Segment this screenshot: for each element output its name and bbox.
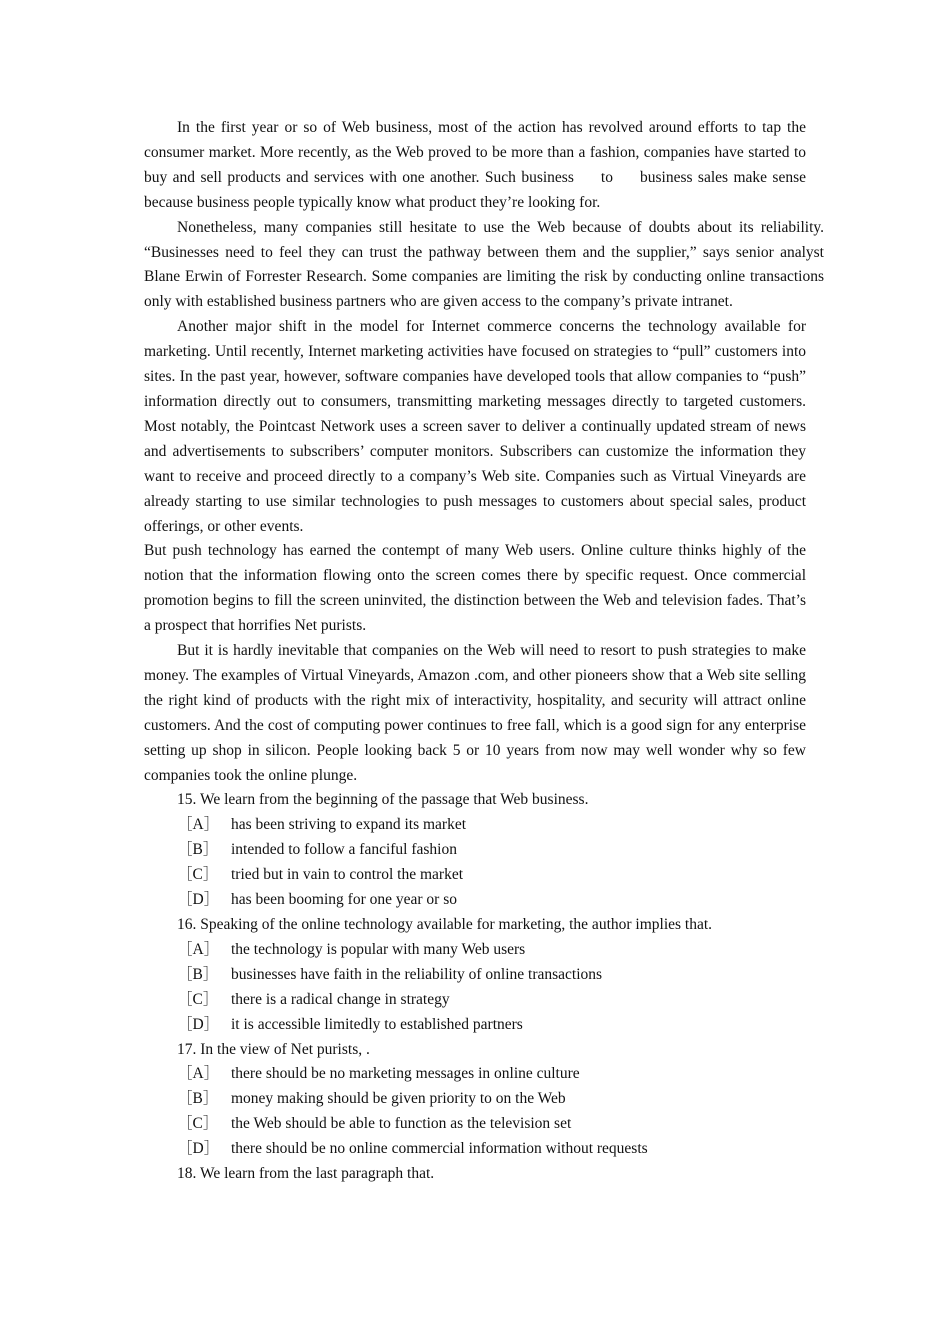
question-list	[144, 788, 806, 1187]
passage-paragraph-3: Another major shift in the model for Internet commerce concerns the technology available for marketing. Until recently, Internet marketing activities have focused on strategies to “pull” customers into sites. In the past year, however, software companies have developed tools that allow companies to “push” information directly out to consumers, transmitting marketing messages directly to targeted customers. Most notably, the Pointcast Network uses a screen saver to deliver a continually updated stream of news and advertisements to subscribers’ computer monitors. Subscribers can customize the information they want to receive and proceed directly to a company’s Web site. Companies such as Virtual Vineyards are already starting to use similar technologies to push messages to customers about special sales, product offerings, or other events.	[144, 318, 806, 535]
passage-paragraph-1: In the first year or so of Web business, most of the action has revolved around efforts to tap the consumer market. More recently, as the Web proved to be more than a fashion, companies have started to buy and sell products and services with one another. Such business to business sales make sense because business people typically know what product they’re looking for.	[144, 119, 806, 211]
option-text: the Web should be able to function as the television set	[231, 1115, 572, 1133]
passage-paragraph-5: But it is hardly inevitable that companies on the Web will need to resort to push strategies to make money. The examples of Virtual Vineyards, Amazon .com, and other pioneers show that a Web site selling the right kind of products with the right mix of interactivity, hospitality, and security will attract online customers. And the cost of computing power continues to free fall, which is a good sign for any enterprise setting up shop in silicon. People looking back 5 or 10 years from now may well wonder why so few companies took the online plunge.	[144, 642, 806, 784]
option-text: has been booming for one year or so	[231, 891, 457, 909]
option-letter: ［C］	[177, 990, 219, 1008]
option-letter: ［A］	[177, 940, 220, 958]
exam-page	[144, 116, 824, 1187]
option-text: intended to follow a fanciful fashion	[231, 841, 457, 859]
option-letter: ［B］	[177, 965, 219, 983]
option-d[interactable]	[144, 888, 806, 913]
option-c[interactable]	[144, 863, 806, 888]
option-b[interactable]	[144, 838, 806, 863]
option-text: businesses have faith in the reliability of online transactions	[231, 965, 603, 983]
option-a[interactable]	[144, 938, 806, 963]
option-letter: ［D］	[177, 1140, 220, 1158]
question-stem: 17. In the view of Net purists, .	[177, 1040, 370, 1058]
option-c[interactable]	[144, 1112, 806, 1137]
option-b[interactable]	[144, 1087, 806, 1112]
option-a[interactable]	[144, 813, 806, 838]
question-16	[144, 913, 806, 1038]
option-text: there should be no marketing messages in online culture	[231, 1065, 580, 1083]
option-text: the technology is popular with many Web users	[231, 940, 526, 958]
option-letter: ［A］	[177, 1065, 220, 1083]
passage-paragraph-4: But push technology has earned the contempt of many Web users. Online culture thinks highly of the notion that the information flowing onto the screen comes there by specific request. Once commercial promotion begins to fill the screen uninvited, the distinction between the Web and television fades. That’s a prospect that horrifies Net purists.	[144, 542, 806, 635]
question-stem: 18. We learn from the last paragraph that.	[177, 1165, 435, 1183]
question-stem: 15. We learn from the beginning of the passage that Web business.	[177, 791, 589, 809]
option-letter: ［B］	[177, 1090, 219, 1108]
option-letter: ［D］	[177, 891, 220, 909]
option-text: tried but in vain to control the market	[231, 866, 464, 884]
question-stem: 16. Speaking of the online technology available for marketing, the author implies that.	[177, 916, 713, 933]
option-text: there is a radical change in strategy	[231, 990, 450, 1008]
question-15	[144, 788, 806, 913]
option-text: money making should be given priority to on the Web	[231, 1090, 566, 1108]
option-c[interactable]	[144, 988, 806, 1013]
option-d[interactable]	[144, 1137, 806, 1162]
option-d[interactable]	[144, 1013, 806, 1038]
option-a[interactable]	[144, 1062, 806, 1087]
option-letter: ［C］	[177, 1115, 219, 1133]
option-letter: ［D］	[177, 1015, 220, 1033]
option-text: there should be no online commercial information without requests	[231, 1140, 648, 1158]
question-18	[144, 1162, 806, 1187]
option-letter: ［B］	[177, 841, 219, 859]
option-text: has been striving to expand its market	[231, 816, 467, 834]
reading-passage	[144, 116, 824, 788]
option-letter: ［C］	[177, 866, 219, 884]
option-b[interactable]	[144, 963, 806, 988]
option-letter: ［A］	[177, 816, 220, 834]
question-17	[144, 1038, 806, 1163]
passage-paragraph-2: Nonetheless, many companies still hesitate to use the Web because of doubts about its reliability. “Businesses need to feel they can trust the pathway between them and the supplier,” says senior analyst Blane Erwin of Forrester Research. Some companies are limiting the risk by conducting online transactions only with established business partners who are given access to the company’s private intranet.	[144, 218, 824, 311]
option-text: it is accessible limitedly to established partners	[231, 1015, 523, 1033]
